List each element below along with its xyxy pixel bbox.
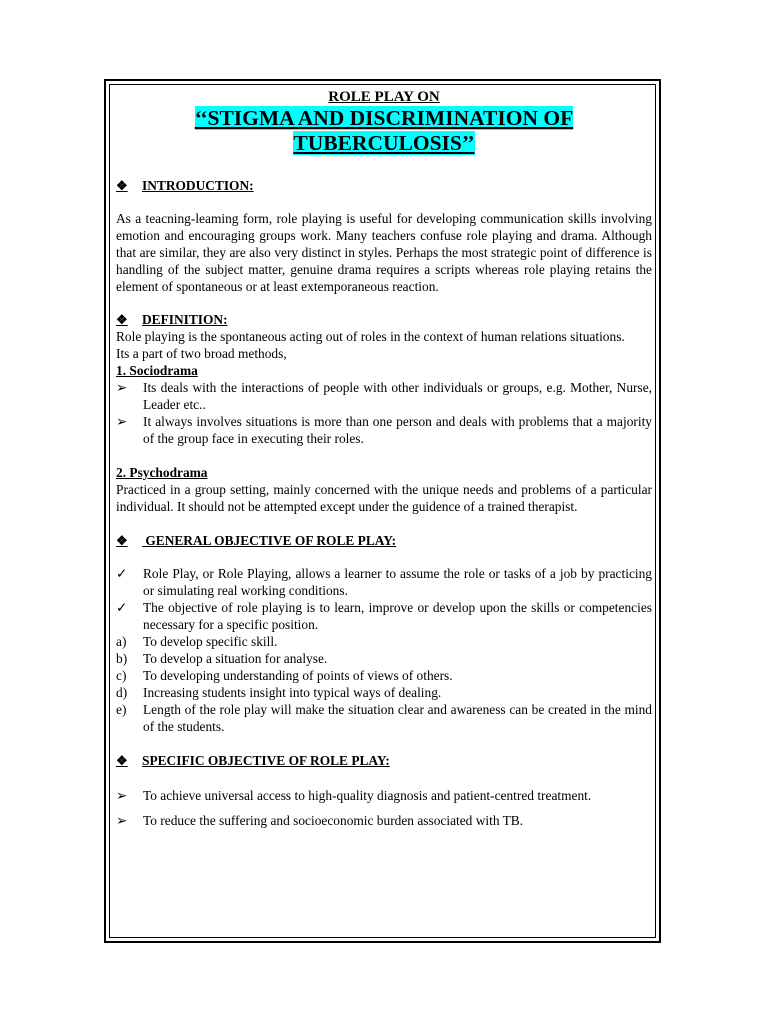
arrow-bullet-icon: ➢	[116, 788, 128, 803]
list-item: c) To developing understanding of points of views of others.	[116, 668, 453, 683]
definition-text: Role playing is the spontaneous acting out of roles in the context of human relations situations.	[116, 329, 625, 344]
list-item: d) Increasing students insight into typical ways of dealing.	[116, 685, 442, 700]
general-objective-heading: ❖ GENERAL OBJECTIVE OF ROLE PLAY:	[116, 533, 397, 548]
check-bullet-icon: ✓	[116, 566, 128, 581]
list-item: ➢ To achieve universal access to high-quality diagnosis and patient-centred treatment.	[116, 788, 592, 803]
sociodrama-heading: 1. Sociodrama	[116, 363, 198, 378]
document-body	[116, 88, 652, 829]
arrow-bullet-icon: ➢	[116, 380, 128, 395]
list-item: a) To develop specific skill.	[116, 634, 278, 649]
list-item: ✓ The objective of role playing is to learn, improve or develop upon the skills or competencies necessary for a specific position.	[116, 600, 652, 632]
arrow-bullet-icon: ➢	[116, 414, 128, 429]
definition-heading: ❖ DEFINITION:	[116, 312, 228, 327]
list-item: e) Length of the role play will make the situation clear and awareness can be created in the mind of the students.	[116, 702, 652, 734]
introduction-text: As a teacning-leaming form, role playing is useful for developing communication skills involving emotion and encouraging groups work. Many teachers confuse role playing and drama. Although that are similar, they are also very distinct in styles. Perhaps the most strategic point of difference is handling of the subject matter, genuine drama requires a scripts whereas role playing retains the element of spontaneous or at least extemporaneous reaction.	[116, 211, 652, 294]
list-item: ➢ To reduce the suffering and socioeconomic burden associated with TB.	[116, 813, 524, 828]
list-item: ✓ Role Play, or Role Playing, allows a learner to assume the role or tasks of a job by practicing or simulating real working conditions.	[116, 566, 652, 598]
list-item: b) To develop a situation for analyse.	[116, 651, 328, 666]
introduction-heading: ❖ INTRODUCTION:	[116, 178, 254, 193]
role-play-label: ROLE PLAY ON	[328, 89, 440, 105]
list-item: ➢ Its deals with the interactions of people with other individuals or groups, e.g. Mother, Nurse, Leader etc..	[116, 380, 652, 412]
diamond-bullet-icon: ❖	[116, 753, 128, 768]
check-bullet-icon: ✓	[116, 600, 128, 615]
specific-objective-heading: ❖ SPECIFIC OBJECTIVE OF ROLE PLAY:	[116, 753, 390, 768]
definition-methods-intro: Its a part of two broad methods,	[116, 346, 287, 361]
diamond-bullet-icon: ❖	[116, 533, 128, 548]
arrow-bullet-icon: ➢	[116, 813, 128, 828]
list-item: ➢ It always involves situations is more than one person and deals with problems that a majority of the group face in executing their roles.	[116, 414, 652, 446]
diamond-bullet-icon: ❖	[116, 178, 128, 193]
title-line-1: ‘‘STIGMA AND DISCRIMINATION OF	[194, 106, 574, 130]
psychodrama-heading: 2. Psychodrama	[116, 465, 208, 480]
psychodrama-text: Practiced in a group setting, mainly concerned with the unique needs and problems of a particular individual. It should not be attempted except under the guidence of a trained therapist.	[116, 482, 652, 514]
document-title	[116, 106, 652, 156]
diamond-bullet-icon: ❖	[116, 312, 128, 327]
title-line-2: TUBERCULOSIS’’	[293, 131, 475, 155]
